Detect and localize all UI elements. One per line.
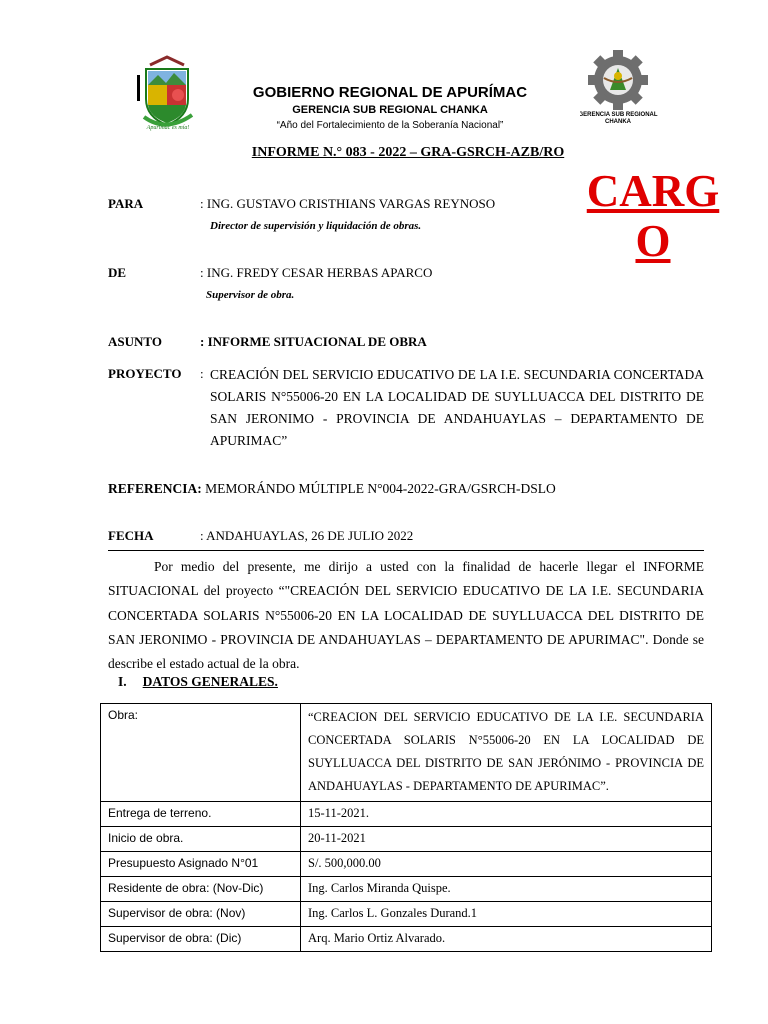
header-title: GOBIERNO REGIONAL DE APURÍMAC xyxy=(252,84,528,101)
table-cell-value: 20-11-2021 xyxy=(301,827,712,852)
referencia-label: REFERENCIA: xyxy=(108,481,202,496)
right-logo-caption-1: GERENCIA SUB REGIONAL xyxy=(580,112,658,118)
fecha-value: : ANDAHUAYLAS, 26 DE JULIO 2022 xyxy=(200,528,414,543)
para-role: Director de supervisión y liquidación de obras. xyxy=(210,220,422,232)
table-cell-label: Inicio de obra. xyxy=(101,827,301,852)
header-motto: “Año del Fortalecimiento de la Soberanía Nacional” xyxy=(276,120,504,131)
cargo-stamp-line2: O xyxy=(635,216,671,266)
table-row xyxy=(101,827,712,852)
referencia-value: MEMORÁNDO MÚLTIPLE N°004-2022-GRA/GSRCH-DSLO xyxy=(205,481,556,496)
table-row xyxy=(101,852,712,877)
section-number: I. xyxy=(118,674,127,689)
separator-line xyxy=(108,550,704,551)
informe-number: INFORME N.° 083 - 2022 – GRA-GSRCH-AZB/RO xyxy=(251,145,565,160)
left-logo-motto: Apurímac es mía! xyxy=(146,125,190,131)
referencia-row xyxy=(108,481,556,497)
cargo-stamp xyxy=(578,166,728,266)
table-row xyxy=(101,927,712,952)
para-value: : ING. GUSTAVO CRISTHIANS VARGAS REYNOSO xyxy=(200,196,496,211)
table-row xyxy=(101,802,712,827)
de-value: : ING. FREDY CESAR HERBAS APARCO xyxy=(200,265,433,280)
table-row xyxy=(101,877,712,902)
datos-generales-table xyxy=(100,703,712,952)
fecha-label: FECHA xyxy=(108,528,154,543)
table-cell-label: Entrega de terreno. xyxy=(101,802,301,827)
table-cell-label: Presupuesto Asignado N°01 xyxy=(101,852,301,877)
para-label: PARA xyxy=(108,196,144,211)
table-row xyxy=(101,704,712,802)
table-cell-label: Supervisor de obra: (Dic) xyxy=(101,927,301,952)
asunto-value: : INFORME SITUACIONAL DE OBRA xyxy=(200,334,427,349)
table-cell-value: Ing. Carlos Miranda Quispe. xyxy=(301,877,712,902)
table-cell-label: Obra: xyxy=(101,704,301,802)
section-title: DATOS GENERALES. xyxy=(142,674,278,689)
proyecto-colon: : xyxy=(200,366,204,381)
body-paragraph: Por medio del presente, me dirijo a usted con la finalidad de hacerle llegar el INFORME SITUACIONAL del proyecto “"CREACIÓN DEL SERVICIO EDUCATIVO DE LA I.E. SECUNDARIA CONCERTADA SOLARIS N°55006-20 EN LA LOCALIDAD DE SUYLLUACCA DEL DISTRITO DE SAN JERONIMO - PROVINCIA DE ANDAHUAYLAS – DEPARTAMENTO DE APURIMAC". Donde se describe el estado actual de la obra. xyxy=(108,559,704,672)
proyecto-value: CREACIÓN DEL SERVICIO EDUCATIVO DE LA I.E. SECUNDARIA CONCERTADA SOLARIS N°55006-20 EN LA LOCALIDAD DE SUYLLUACCA DEL DISTRITO DE SAN JERONIMO - PROVINCIA DE ANDAHUAYLAS – DEPARTAMENTO DE APURIMAC” xyxy=(210,367,704,448)
table-cell-value: “CREACION DEL SERVICIO EDUCATIVO DE LA I.E. SECUNDARIA CONCERTADA SOLARIS N°55006-20 EN LA LOCALIDAD DE SUYLLUACCA DEL DISTRITO DE SAN JERÓNIMO - PROVINCIA DE ANDAHUAYLAS - DEPARTAMENTO DE APURIMAC”. xyxy=(301,704,712,802)
table-cell-label: Supervisor de obra: (Nov) xyxy=(101,902,301,927)
gerencia-gear-logo xyxy=(580,50,660,131)
proyecto-label: PROYECTO xyxy=(108,366,182,381)
de-label: DE xyxy=(108,265,127,280)
table-row xyxy=(101,902,712,927)
section-heading xyxy=(118,674,278,690)
asunto-label: ASUNTO xyxy=(108,334,162,349)
header-subtitle: GERENCIA SUB REGIONAL CHANKA xyxy=(292,104,488,116)
table-cell-value: Arq. Mario Ortiz Alvarado. xyxy=(301,927,712,952)
de-role: Supervisor de obra. xyxy=(206,289,295,301)
table-cell-label: Residente de obra: (Nov-Dic) xyxy=(101,877,301,902)
table-cell-value: S/. 500,000.00 xyxy=(301,852,712,877)
table-cell-value: 15-11-2021. xyxy=(301,802,712,827)
cargo-stamp-line1: CARG xyxy=(586,166,720,216)
right-logo-caption-2: CHANKA xyxy=(605,119,631,125)
table-cell-value: Ing. Carlos L. Gonzales Durand.1 xyxy=(301,902,712,927)
